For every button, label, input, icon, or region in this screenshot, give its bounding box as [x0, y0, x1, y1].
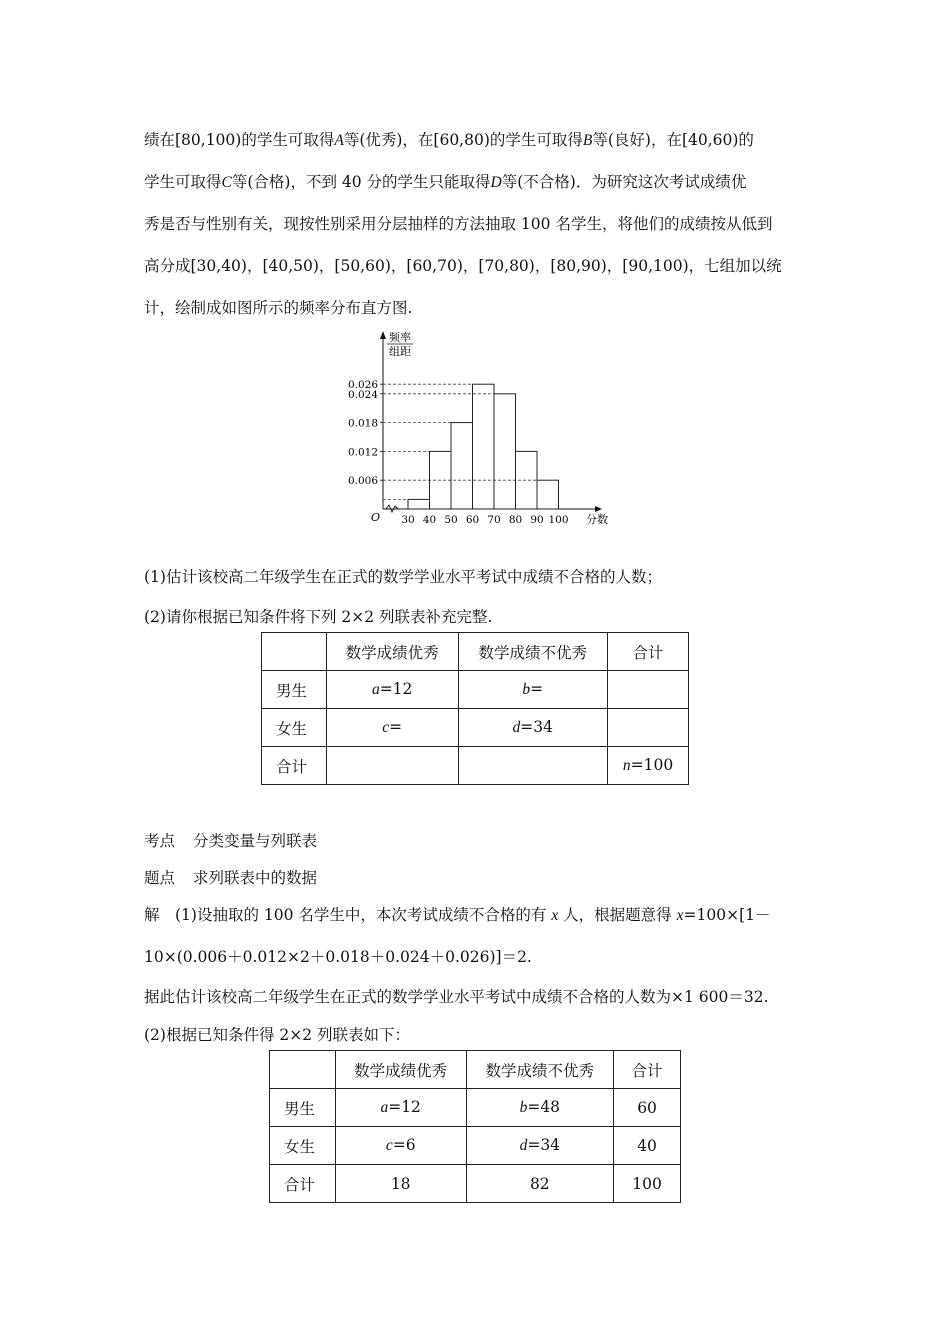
x-tick-label: 80 [508, 514, 523, 526]
row-label: 合计 [262, 747, 327, 785]
table-row [262, 671, 689, 709]
label: 题点 [144, 869, 176, 887]
grade-d: D [490, 174, 502, 191]
var: b [522, 681, 531, 698]
val: =34 [527, 1136, 561, 1154]
row-label: 男生 [262, 671, 327, 709]
val: =6 [392, 1136, 416, 1154]
table-row [270, 1165, 681, 1203]
table-header-cell: 数学成绩不优秀 [466, 1051, 614, 1089]
solution-line-2: 10×(0.006＋0.012×2＋0.018＋0.024＋0.026)]＝2. [144, 948, 532, 966]
var: c [382, 719, 390, 736]
var: d [512, 719, 521, 736]
text: =100×[1－ [683, 906, 771, 924]
question-1: (1)估计该校高二年级学生在正式的数学学业水平考试中成绩不合格的人数； [144, 568, 662, 586]
text: 学生可取得 [144, 173, 222, 191]
table-cell: 60 [614, 1089, 681, 1127]
table-cell [608, 671, 689, 709]
text: 人，根据题意得 [563, 906, 672, 924]
y-axis-arrow [380, 331, 386, 339]
histogram-bar [408, 499, 430, 509]
table-cell [270, 1051, 336, 1089]
table-cell [326, 671, 458, 709]
table-cell [608, 747, 689, 785]
table-header-cell: 数学成绩优秀 [335, 1051, 466, 1089]
table-row [262, 709, 689, 747]
y-tick-label: 0.006 [347, 475, 378, 488]
text: 等(优秀)，在[60,80)的学生可取得 [343, 131, 583, 149]
table-header-cell: 数学成绩优秀 [326, 633, 458, 671]
x-tick-label: 60 [465, 514, 480, 526]
table-cell [335, 1089, 466, 1127]
table-header-row [270, 1051, 681, 1089]
table-header-cell: 合计 [608, 633, 689, 671]
table-cell [466, 1127, 614, 1165]
val: =12 [379, 680, 413, 698]
solution-line-4: (2)根据已知条件得 2×2 列联表如下： [144, 1026, 411, 1044]
contingency-table-blank [261, 632, 689, 785]
row-label: 合计 [270, 1165, 336, 1203]
table-cell [326, 709, 458, 747]
y-label-bottom: 组距 [389, 345, 411, 358]
table-cell [458, 709, 608, 747]
text: 绩在[80,100)的学生可取得 [144, 131, 335, 149]
table-header-row [262, 633, 689, 671]
text: 等(合格)，不到 40 分的学生只能取得 [231, 173, 491, 191]
x-tick-label: 70 [487, 514, 501, 526]
table-cell [326, 747, 458, 785]
var: a [380, 1099, 389, 1116]
var: a [371, 681, 380, 698]
grade-a: A [334, 132, 344, 149]
row-label: 女生 [270, 1127, 336, 1165]
var: b [519, 1099, 528, 1116]
y-tick-label: 0.012 [347, 446, 378, 459]
table-row [270, 1127, 681, 1165]
question-2: (2)请你根据已知条件将下列 2×2 列联表补充完整. [144, 608, 493, 626]
solution-line-3: 据此估计该校高二年级学生在正式的数学学业水平考试中成绩不合格的人数为×1 600＝32. [144, 988, 769, 1006]
histogram-bar [537, 480, 559, 509]
table-row [262, 747, 689, 785]
histogram-bar [494, 394, 516, 509]
text: 求列联表中的数据 [193, 869, 318, 887]
problem-line-4: 高分成[30,40)，[40,50)，[50,60)，[60,70)，[70,80)，[80,90)，[90,100)，七组加以统 [144, 257, 782, 275]
origin-label: O [371, 511, 381, 524]
table-cell [335, 1127, 466, 1165]
text: 等(良好)，在[40,60)的 [592, 131, 754, 149]
text: 等(不合格)．为研究这次考试成绩优 [501, 173, 747, 191]
val: =100 [630, 756, 674, 774]
var: c [385, 1137, 393, 1154]
label: 考点 [144, 832, 176, 850]
histogram-bar [451, 423, 473, 509]
contingency-table-complete [269, 1050, 681, 1203]
table-cell [458, 747, 608, 785]
text: 解 (1)设抽取的 100 名学生中，本次考试成绩不合格的有 [144, 906, 547, 924]
table-header-cell: 数学成绩不优秀 [458, 633, 608, 671]
val: =48 [527, 1098, 561, 1116]
val: =34 [520, 718, 554, 736]
table-cell: 40 [614, 1127, 681, 1165]
text: 分类变量与列联表 [193, 832, 318, 850]
y-tick-label: 0.018 [347, 417, 378, 430]
var: d [519, 1137, 528, 1154]
x-tick-label: 40 [422, 514, 437, 526]
table-cell [466, 1089, 614, 1127]
problem-line-5: 计，绘制成如图所示的频率分布直方图. [144, 299, 413, 317]
table-cell: 82 [466, 1165, 614, 1203]
x-tick-label: 50 [444, 514, 458, 526]
histogram-bar [473, 384, 495, 509]
table-cell [262, 633, 327, 671]
solution-line-1 [144, 903, 770, 925]
problem-line-2 [144, 170, 746, 192]
var: n [622, 757, 631, 774]
x-tick-label: 30 [401, 514, 415, 526]
frequency-histogram [340, 325, 610, 535]
kaodian-line [144, 829, 317, 851]
problem-line-3: 秀是否与性别有关，现按性别采用分层抽样的方法抽取 100 名学生，将他们的成绩按从低到 [144, 215, 773, 233]
x-tick-label: 90 [530, 514, 544, 526]
row-label: 男生 [270, 1089, 336, 1127]
val: = [389, 718, 403, 736]
val: =12 [388, 1098, 421, 1116]
grade-c: C [221, 174, 232, 191]
y-tick-label: 0.024 [347, 388, 378, 401]
var: x [551, 907, 559, 924]
table-header-cell: 合计 [614, 1051, 681, 1089]
table-row [270, 1089, 681, 1127]
x-axis-label: 分数 [586, 513, 608, 526]
table-cell [458, 671, 608, 709]
problem-line-1 [144, 128, 754, 150]
val: = [530, 680, 544, 698]
x-tick-label: 100 [548, 514, 569, 526]
row-label: 女生 [262, 709, 327, 747]
table-cell: 18 [335, 1165, 466, 1203]
tidian-line [144, 866, 317, 888]
grade-b: B [582, 132, 593, 149]
y-tick-label: 0.026 [347, 379, 378, 392]
table-cell: 100 [614, 1165, 681, 1203]
y-label-top: 频率 [389, 331, 411, 344]
var: x [676, 907, 684, 924]
x-axis-arrow [595, 506, 602, 512]
table-cell [608, 709, 689, 747]
